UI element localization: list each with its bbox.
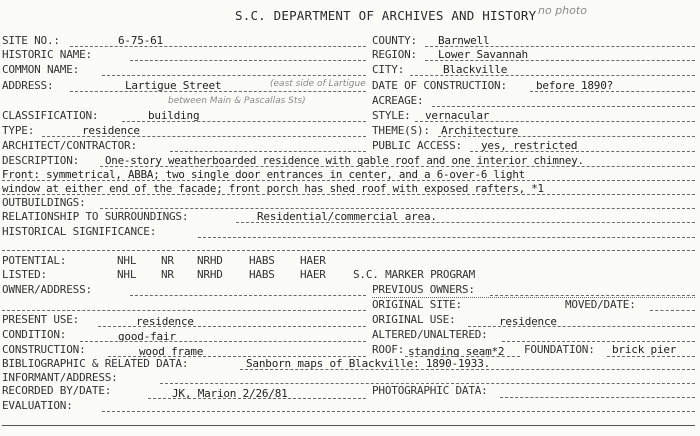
architect-label: ARCHITECT/CONTRACTOR:	[2, 139, 137, 152]
site-no-value: 6-75-61	[118, 34, 163, 47]
historical-significance-label: HISTORICAL SIGNIFICANCE:	[2, 225, 157, 238]
listed-nr: NR	[161, 268, 174, 281]
photographic-data-label: PHOTOGRAPHIC DATA:	[372, 384, 488, 397]
evaluation-label: EVALUATION:	[2, 399, 73, 412]
original-use-label: ORIGINAL USE:	[372, 313, 456, 326]
description-line-1: One-story weatherboarded residence with gable roof and one interior chimney.	[105, 154, 584, 167]
potential-nr: NR	[161, 254, 174, 267]
historic-name-line	[130, 60, 366, 61]
style-line	[415, 121, 695, 122]
date-label: DATE OF CONSTRUCTION:	[372, 79, 507, 92]
classification-line	[122, 121, 366, 122]
altered-line	[502, 341, 695, 342]
present-use-value: residence	[136, 315, 194, 328]
public-access-line	[470, 151, 695, 152]
listed-nrhd: NRHD	[197, 268, 223, 281]
potential-habs: HABS	[249, 254, 275, 267]
acreage-line	[432, 106, 695, 107]
site-no-label: SITE NO.:	[2, 34, 60, 47]
present-use-label: PRESENT USE:	[2, 313, 80, 326]
description-line-2: Front: symmetrical, ABBA; two single door entrances in center, and a 6-over-6 light	[2, 168, 525, 181]
region-value: Lower Savannah	[438, 48, 528, 61]
theme-label: THEME(S):	[372, 124, 430, 137]
evaluation-line-2	[2, 425, 695, 426]
site-no-line	[70, 46, 366, 47]
owner-address-label: OWNER/ADDRESS:	[2, 283, 92, 296]
condition-label: CONDITION:	[2, 328, 67, 341]
previous-owners-label: PREVIOUS OWNERS:	[372, 283, 475, 296]
owner-line-2	[2, 310, 366, 311]
type-label: TYPE:	[2, 124, 35, 137]
form-title: S.C. DEPARTMENT OF ARCHIVES AND HISTORY	[235, 8, 537, 23]
significance-line-1	[198, 237, 695, 238]
recorded-by-label: RECORDED BY/DATE:	[2, 384, 112, 397]
roof-value: standing seam*2	[408, 345, 505, 358]
photographic-line	[500, 397, 695, 398]
handwritten-note: no photo	[538, 4, 587, 17]
potential-haer: HAER	[300, 254, 326, 267]
address-label: ADDRESS:	[2, 79, 54, 92]
original-site-label: ORIGINAL SITE:	[372, 298, 462, 311]
date-value: before 1890?	[536, 79, 614, 92]
region-label: REGION:	[372, 48, 417, 61]
significance-line-2	[2, 250, 695, 251]
public-access-value: yes, restricted	[481, 139, 578, 152]
moved-date-label: MOVED/DATE:	[565, 298, 636, 311]
relationship-label: RELATIONSHIP TO SURROUNDINGS:	[2, 210, 189, 223]
construction-value: wood frame	[139, 345, 204, 358]
owner-line-1	[130, 295, 366, 296]
original-use-value: residence	[499, 315, 557, 328]
type-value: residence	[82, 124, 140, 137]
roof-label: ROOF:	[372, 343, 405, 356]
condition-value: good-fair	[118, 330, 176, 343]
architect-line	[170, 151, 366, 152]
common-name-label: COMMON NAME:	[2, 63, 80, 76]
outbuildings-line	[100, 208, 695, 209]
bibliographic-line	[240, 369, 695, 370]
potential-label: POTENTIAL:	[2, 254, 67, 267]
region-line	[425, 60, 695, 61]
evaluation-line-1	[102, 411, 695, 412]
foundation-label: FOUNDATION:	[524, 343, 595, 356]
outbuildings-label: OUTBUILDINGS:	[2, 196, 86, 209]
address-value: Lartigue Street	[125, 79, 222, 92]
recorded-by-value: JK, Marion 2/26/81	[172, 387, 288, 400]
classification-value: building	[148, 109, 200, 122]
description-label: DESCRIPTION:	[2, 154, 80, 167]
altered-label: ALTERED/UNALTERED:	[372, 328, 488, 341]
acreage-label: ACREAGE:	[372, 94, 424, 107]
classification-label: CLASSIFICATION:	[2, 109, 99, 122]
relationship-value: Residential/commercial area.	[257, 210, 437, 223]
listed-nhl: NHL	[117, 268, 137, 281]
county-line	[425, 46, 695, 47]
listed-habs: HABS	[249, 268, 275, 281]
date-line	[530, 91, 695, 92]
present-use-line	[98, 326, 366, 327]
recorded-by-line	[148, 398, 366, 399]
foundation-value: brick pier	[612, 343, 677, 356]
original-use-line	[468, 326, 695, 327]
description-underline-3	[2, 194, 695, 195]
foundation-line	[607, 356, 695, 357]
county-value: Barnwell	[438, 34, 490, 47]
listed-haer: HAER	[300, 268, 326, 281]
informant-label: INFORMANT/ADDRESS:	[2, 371, 118, 384]
address-handwritten-1: (east side of Lartigue	[270, 79, 366, 89]
bibliographic-value: Sanborn maps of Blackville: 1890-1933.	[246, 357, 491, 370]
historic-name-label: HISTORIC NAME:	[2, 48, 92, 61]
potential-nhl: NHL	[117, 254, 137, 267]
potential-nrhd: NRHD	[197, 254, 223, 267]
listed-label: LISTED:	[2, 268, 47, 281]
common-name-line	[102, 75, 366, 76]
county-label: COUNTY:	[372, 34, 417, 47]
type-line	[42, 136, 366, 137]
description-line-3: window at either end of the facade; front porch has shed roof with exposed rafters, *1	[2, 182, 544, 195]
condition-line	[80, 341, 366, 342]
style-value: vernacular	[425, 109, 490, 122]
description-underline-2	[2, 180, 695, 181]
relationship-line	[236, 222, 695, 223]
previous-owners-line	[490, 295, 695, 296]
city-label: CITY:	[372, 63, 405, 76]
public-access-label: PUBLIC ACCESS:	[372, 139, 462, 152]
address-line	[70, 91, 366, 92]
city-line	[410, 75, 695, 76]
city-value: Blackville	[443, 63, 508, 76]
bibliographic-label: BIBLIOGRAPHIC & RELATED DATA:	[2, 357, 189, 370]
style-label: STYLE:	[372, 109, 411, 122]
description-underline-1	[100, 166, 695, 167]
moved-date-line	[650, 310, 695, 311]
theme-line	[438, 136, 695, 137]
construction-label: CONSTRUCTION:	[2, 343, 86, 356]
marker-program-label: S.C. MARKER PROGRAM	[353, 268, 476, 281]
address-handwritten-2: between Main & Pascallas Sts)	[168, 96, 306, 106]
theme-value: Architecture	[441, 124, 519, 137]
